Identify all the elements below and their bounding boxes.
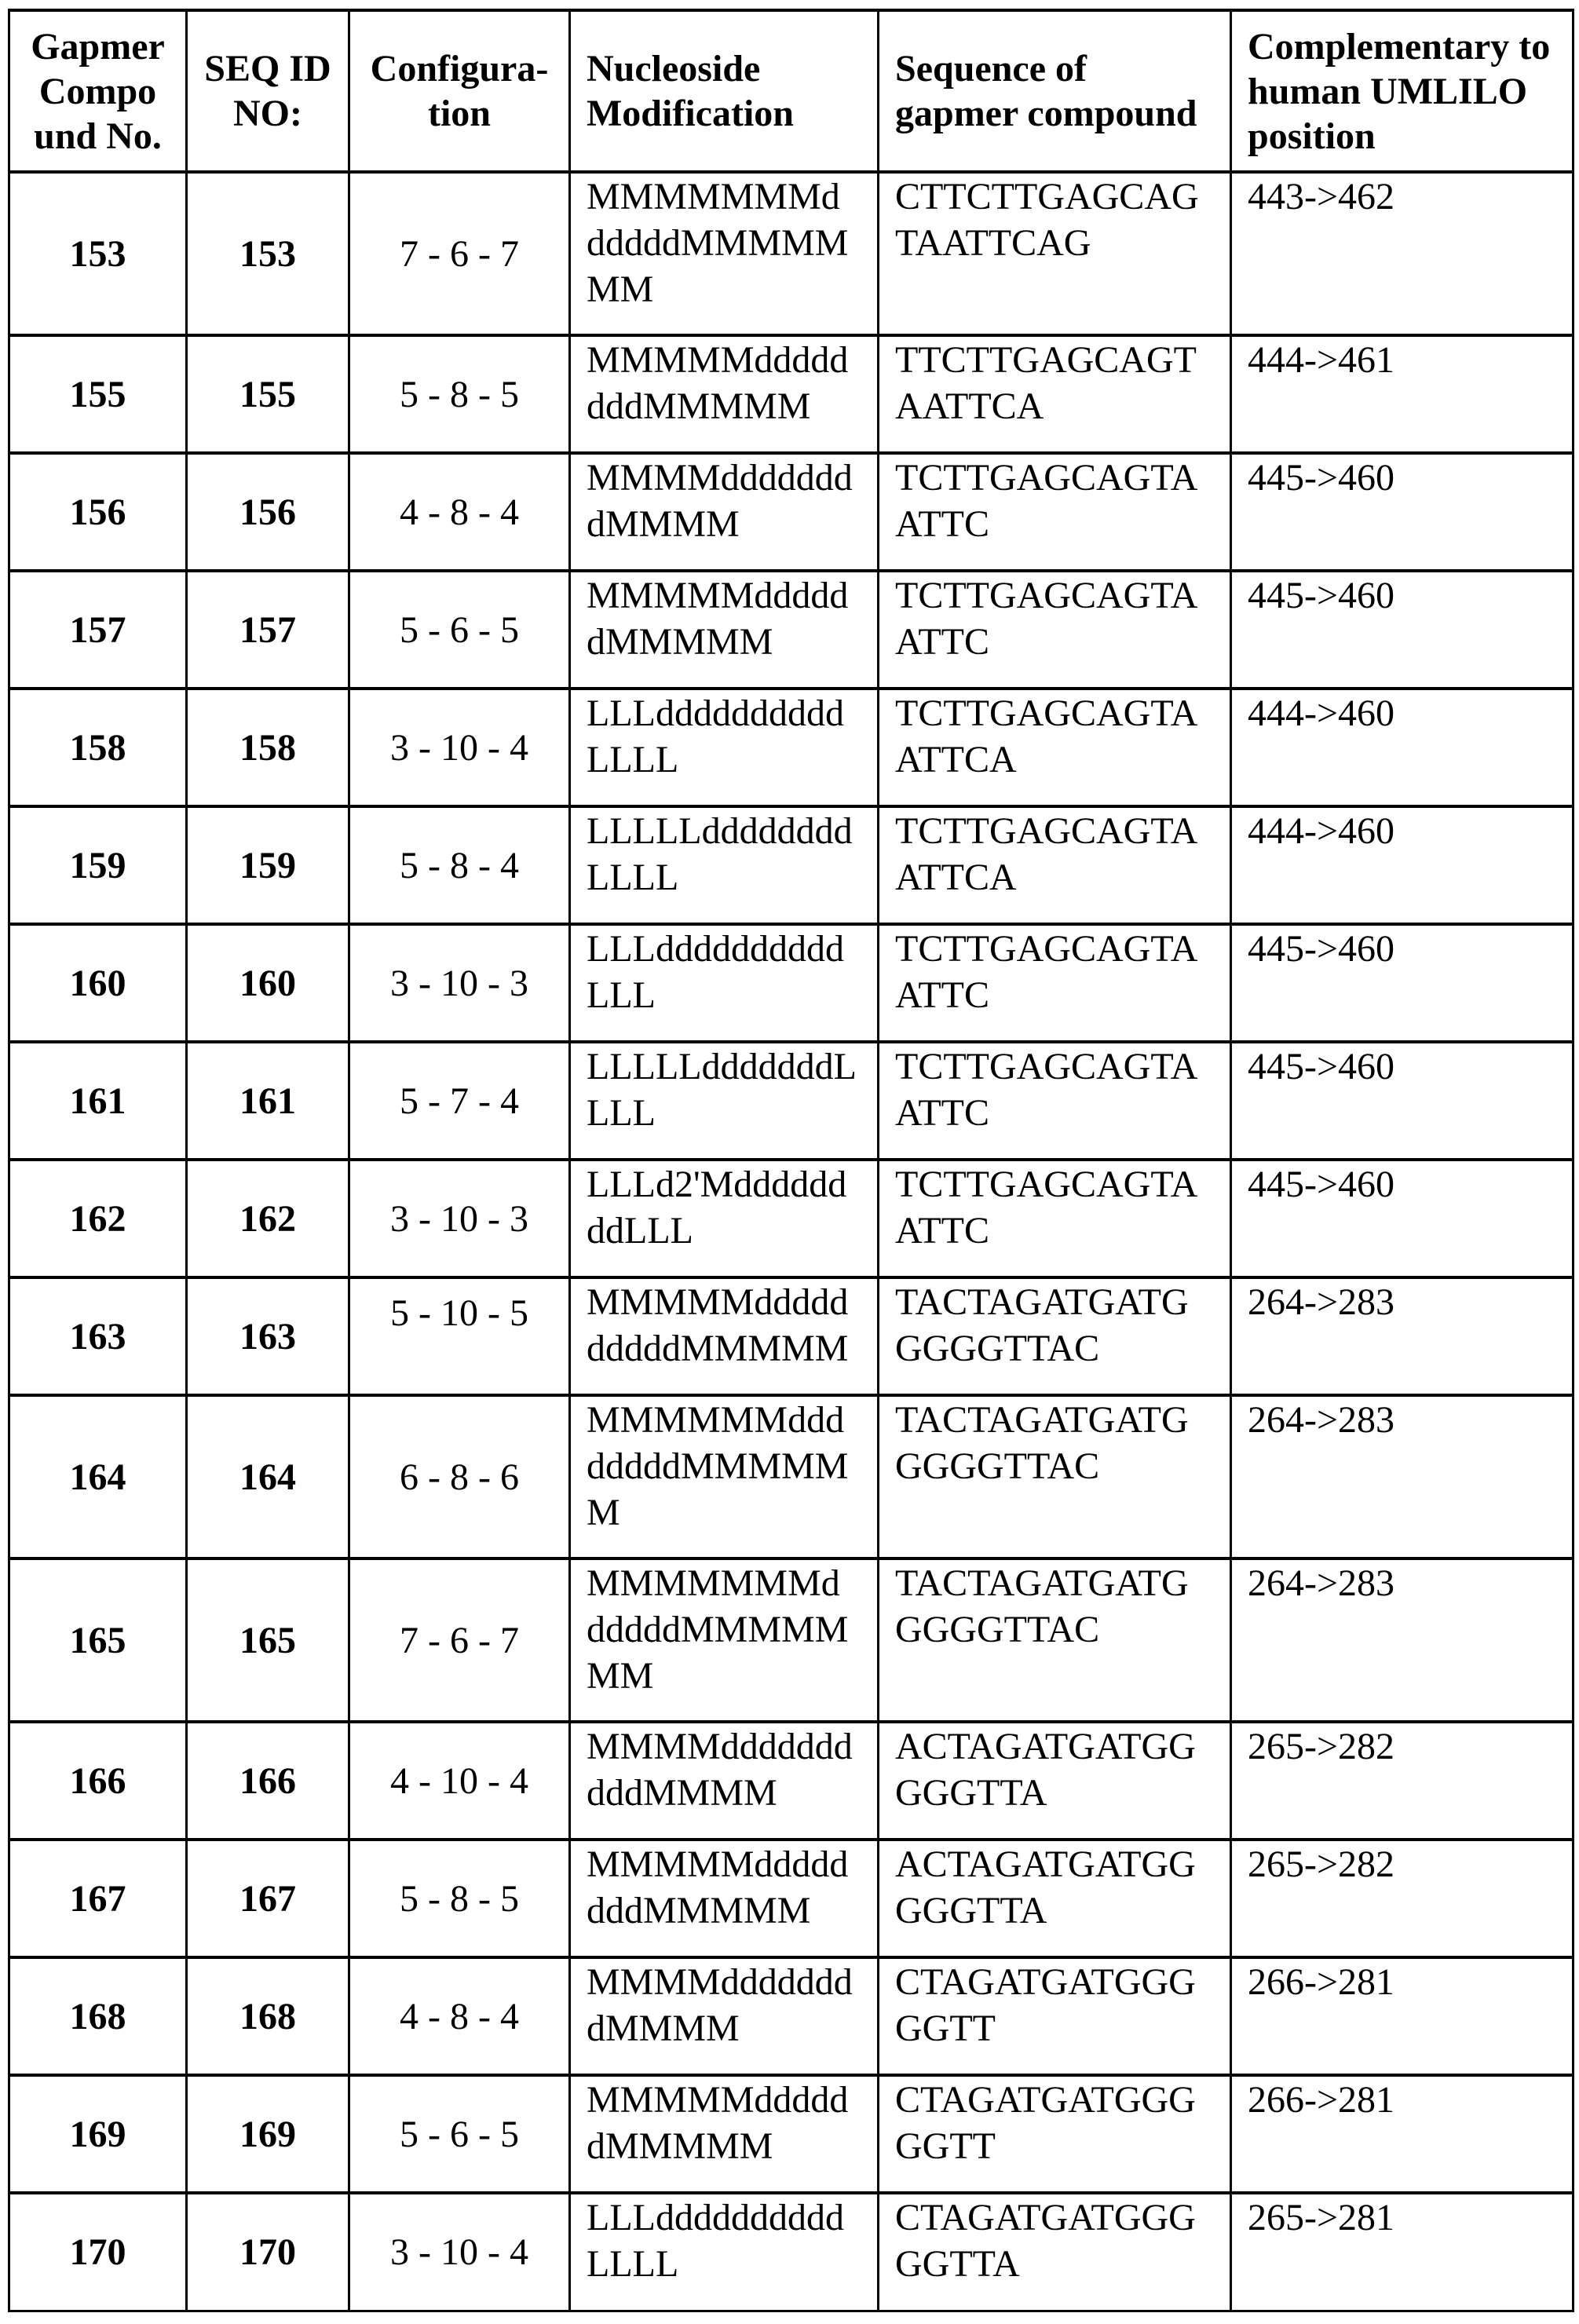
nucleoside-modification: [570, 172, 879, 335]
gapmer-sequence: [879, 335, 1231, 453]
nucleoside-modification-line: dMMMMM: [587, 621, 773, 663]
complementary-position: 443->462: [1231, 172, 1574, 335]
configuration: 5 - 7 - 4: [349, 1042, 570, 1160]
header-nucleoside-modification: Nucleoside Modification: [570, 10, 879, 172]
nucleoside-modification-line: LLLLLdddddddL: [587, 1046, 857, 1087]
nucleoside-modification-line: MMMMMMddd: [587, 1399, 845, 1441]
header-compound-no: Gapmer Compo und No.: [9, 10, 187, 172]
gapmer-sequence: [879, 689, 1231, 806]
table-row: [9, 1558, 1574, 1722]
complementary-position: 445->460: [1231, 571, 1574, 689]
nucleoside-modification: [570, 1558, 879, 1722]
gapmer-sequence-line: GGGTTA: [895, 1772, 1047, 1814]
complementary-position: 445->460: [1231, 453, 1574, 571]
gapmer-sequence-line: ATTC: [895, 974, 989, 1016]
gapmer-sequence-line: ATTC: [895, 503, 989, 545]
nucleoside-modification-line: dddddMMMMM: [587, 1445, 849, 1487]
gapmer-sequence-line: TACTAGATGATG: [895, 1562, 1189, 1604]
complementary-position: 264->283: [1231, 1558, 1574, 1722]
gapmer-sequence-line: ATTC: [895, 1210, 989, 1252]
nucleoside-modification-line: MMMMMddddd: [587, 1281, 849, 1323]
nucleoside-modification: [570, 689, 879, 806]
nucleoside-modification-line: LLLL: [587, 2243, 679, 2285]
gapmer-sequence: [879, 2193, 1231, 2311]
gapmer-sequence-line: GGGGTTAC: [895, 1445, 1100, 1487]
gapmer-sequence-line: ACTAGATGATGG: [895, 1726, 1196, 1767]
configuration: 3 - 10 - 3: [349, 924, 570, 1042]
nucleoside-modification: [570, 335, 879, 453]
nucleoside-modification-line: MMMMddddddd: [587, 457, 853, 499]
header-complementary-position: Complementary to human UMLILO position: [1231, 10, 1574, 172]
compound-number: 157: [9, 571, 187, 689]
table-row: [9, 689, 1574, 806]
gapmer-sequence-line: GGGGTTAC: [895, 1328, 1100, 1369]
seq-id-number: 163: [187, 1277, 349, 1395]
gapmer-sequence: [879, 1722, 1231, 1840]
gapmer-sequence-line: ATTCA: [895, 739, 1017, 780]
gapmer-sequence-line: GGTTA: [895, 2243, 1020, 2285]
configuration: 3 - 10 - 4: [349, 2193, 570, 2311]
complementary-position: 444->461: [1231, 335, 1574, 453]
gapmer-sequence-line: TCTTGAGCAGTA: [895, 457, 1198, 499]
complementary-position: 265->282: [1231, 1722, 1574, 1840]
nucleoside-modification: [570, 924, 879, 1042]
nucleoside-modification-line: LLLLLdddddddd: [587, 810, 853, 852]
nucleoside-modification-line: dMMMM: [587, 2008, 740, 2049]
gapmer-sequence-line: CTTCTTGAGCAG: [895, 176, 1199, 217]
gapmer-sequence-line: TACTAGATGATG: [895, 1399, 1189, 1441]
seq-id-number: 166: [187, 1722, 349, 1840]
table-row: [9, 1160, 1574, 1277]
complementary-position: 266->281: [1231, 1957, 1574, 2075]
nucleoside-modification-line: dddMMMMM: [587, 386, 811, 427]
configuration: 4 - 8 - 4: [349, 1957, 570, 2075]
gapmer-sequence: [879, 1840, 1231, 1957]
configuration: 5 - 8 - 4: [349, 806, 570, 924]
gapmer-sequence-line: TCTTGAGCAGTA: [895, 928, 1198, 970]
nucleoside-modification: [570, 1042, 879, 1160]
nucleoside-modification-line: dddMMMMM: [587, 1890, 811, 1931]
complementary-position: 445->460: [1231, 1160, 1574, 1277]
gapmer-sequence: [879, 453, 1231, 571]
nucleoside-modification-line: dddddMMMMM: [587, 1609, 849, 1650]
nucleoside-modification-line: dddMMMM: [587, 1772, 777, 1814]
header-sequence: Sequence of gapmer compound: [879, 10, 1231, 172]
nucleoside-modification-line: LLL: [587, 974, 656, 1016]
compound-number: 158: [9, 689, 187, 806]
nucleoside-modification-line: MMMMddddddd: [587, 1726, 853, 1767]
seq-id-number: 155: [187, 335, 349, 453]
gapmer-sequence: [879, 1395, 1231, 1558]
table-row: [9, 453, 1574, 571]
compound-number: 156: [9, 453, 187, 571]
compound-number: 163: [9, 1277, 187, 1395]
configuration: 5 - 8 - 5: [349, 1840, 570, 1957]
seq-id-number: 153: [187, 172, 349, 335]
gapmer-sequence-line: GGTT: [895, 2008, 996, 2049]
gapmer-sequence: [879, 1160, 1231, 1277]
table-row: [9, 1840, 1574, 1957]
compound-number: 153: [9, 172, 187, 335]
nucleoside-modification-line: MM: [587, 269, 654, 310]
nucleoside-modification: [570, 1160, 879, 1277]
configuration: 5 - 8 - 5: [349, 335, 570, 453]
seq-id-number: 161: [187, 1042, 349, 1160]
nucleoside-modification-line: LLLL: [587, 739, 679, 780]
complementary-position: 266->281: [1231, 2075, 1574, 2193]
table-row: [9, 172, 1574, 335]
table-row: [9, 1277, 1574, 1395]
header-seq-id: SEQ ID NO:: [187, 10, 349, 172]
seq-id-number: 164: [187, 1395, 349, 1558]
configuration: 5 - 10 - 5: [349, 1277, 570, 1395]
complementary-position: 265->281: [1231, 2193, 1574, 2311]
gapmer-sequence: [879, 571, 1231, 689]
nucleoside-modification: [570, 2193, 879, 2311]
nucleoside-modification-line: dddddMMMMM: [587, 1328, 849, 1369]
table-row: [9, 1395, 1574, 1558]
seq-id-number: 158: [187, 689, 349, 806]
nucleoside-modification: [570, 806, 879, 924]
table-row: [9, 2193, 1574, 2311]
complementary-position: 265->282: [1231, 1840, 1574, 1957]
complementary-position: 445->460: [1231, 1042, 1574, 1160]
seq-id-number: 169: [187, 2075, 349, 2193]
table-row: [9, 924, 1574, 1042]
compound-number: 160: [9, 924, 187, 1042]
nucleoside-modification-line: MMMMddddddd: [587, 1961, 853, 2003]
configuration: 4 - 8 - 4: [349, 453, 570, 571]
gapmer-sequence-line: CTAGATGATGGG: [895, 2079, 1196, 2121]
gapmer-sequence-line: TCTTGAGCAGTA: [895, 575, 1198, 616]
configuration: 3 - 10 - 4: [349, 689, 570, 806]
compound-number: 170: [9, 2193, 187, 2311]
compound-number: 168: [9, 1957, 187, 2075]
gapmer-sequence-line: TCTTGAGCAGTA: [895, 692, 1198, 734]
nucleoside-modification-line: LLLdddddddddd: [587, 692, 844, 734]
seq-id-number: 157: [187, 571, 349, 689]
nucleoside-modification: [570, 2075, 879, 2193]
complementary-position: 445->460: [1231, 924, 1574, 1042]
seq-id-number: 160: [187, 924, 349, 1042]
nucleoside-modification-line: MMMMMddddd: [587, 2079, 849, 2121]
gapmer-sequence-line: TAATTCAG: [895, 222, 1091, 264]
table-row: [9, 2075, 1574, 2193]
table-row: [9, 571, 1574, 689]
gapmer-sequence: [879, 1957, 1231, 2075]
nucleoside-modification-line: MM: [587, 1655, 654, 1697]
nucleoside-modification-line: MMMMMddddd: [587, 1843, 849, 1885]
gapmer-sequence-line: GGGGTTAC: [895, 1609, 1100, 1650]
nucleoside-modification: [570, 1722, 879, 1840]
gapmer-sequence-line: ATTC: [895, 621, 989, 663]
seq-id-number: 156: [187, 453, 349, 571]
gapmer-sequence-line: GGTT: [895, 2125, 996, 2167]
seq-id-number: 167: [187, 1840, 349, 1957]
nucleoside-modification-line: LLLdddddddddd: [587, 2197, 844, 2238]
compound-number: 167: [9, 1840, 187, 1957]
gapmer-sequence: [879, 1042, 1231, 1160]
gapmer-sequence-line: ATTC: [895, 1092, 989, 1134]
nucleoside-modification: [570, 1840, 879, 1957]
nucleoside-modification: [570, 453, 879, 571]
complementary-position: 264->283: [1231, 1395, 1574, 1558]
complementary-position: 444->460: [1231, 806, 1574, 924]
nucleoside-modification-line: dMMMM: [587, 503, 740, 545]
compound-number: 169: [9, 2075, 187, 2193]
gapmer-sequence-line: CTAGATGATGGG: [895, 2197, 1196, 2238]
nucleoside-modification-line: M: [587, 1492, 620, 1533]
configuration: 7 - 6 - 7: [349, 172, 570, 335]
gapmer-sequence-line: CTAGATGATGGG: [895, 1961, 1196, 2003]
table-row: [9, 1957, 1574, 2075]
configuration: 7 - 6 - 7: [349, 1558, 570, 1722]
seq-id-number: 162: [187, 1160, 349, 1277]
gapmer-sequence-line: ACTAGATGATGG: [895, 1843, 1196, 1885]
table-row: [9, 1042, 1574, 1160]
gapmer-sequence: [879, 1558, 1231, 1722]
nucleoside-modification-line: MMMMMddddd: [587, 575, 849, 616]
seq-id-number: 168: [187, 1957, 349, 2075]
nucleoside-modification: [570, 1957, 879, 2075]
nucleoside-modification-line: ddLLL: [587, 1210, 693, 1252]
compound-number: 162: [9, 1160, 187, 1277]
configuration: 5 - 6 - 5: [349, 571, 570, 689]
nucleoside-modification-line: dMMMMM: [587, 2125, 773, 2167]
complementary-position: 264->283: [1231, 1277, 1574, 1395]
configuration: 4 - 10 - 4: [349, 1722, 570, 1840]
nucleoside-modification-line: LLLd2'Mdddddd: [587, 1164, 847, 1205]
nucleoside-modification-line: MMMMMMMd: [587, 176, 840, 217]
compound-number: 155: [9, 335, 187, 453]
nucleoside-modification: [570, 1277, 879, 1395]
table-row: [9, 335, 1574, 453]
gapmer-sequence: [879, 2075, 1231, 2193]
nucleoside-modification-line: dddddMMMMM: [587, 222, 849, 264]
gapmer-sequence: [879, 172, 1231, 335]
gapmer-sequence-line: AATTCA: [895, 386, 1044, 427]
table-row: [9, 1722, 1574, 1840]
gapmer-compound-table: [8, 9, 1574, 2312]
gapmer-sequence-line: TTCTTGAGCAGT: [895, 339, 1197, 381]
gapmer-sequence-line: TCTTGAGCAGTA: [895, 1164, 1198, 1205]
nucleoside-modification-line: LLL: [587, 1092, 656, 1134]
nucleoside-modification-line: LLLdddddddddd: [587, 928, 844, 970]
complementary-position: 444->460: [1231, 689, 1574, 806]
gapmer-sequence-line: TCTTGAGCAGTA: [895, 810, 1198, 852]
compound-number: 166: [9, 1722, 187, 1840]
seq-id-number: 159: [187, 806, 349, 924]
gapmer-sequence: [879, 806, 1231, 924]
nucleoside-modification: [570, 1395, 879, 1558]
gapmer-sequence-line: TCTTGAGCAGTA: [895, 1046, 1198, 1087]
table-body: [9, 172, 1574, 2311]
header-row: [9, 10, 1574, 172]
configuration: 5 - 6 - 5: [349, 2075, 570, 2193]
gapmer-sequence-line: TACTAGATGATG: [895, 1281, 1189, 1323]
configuration: 3 - 10 - 3: [349, 1160, 570, 1277]
gapmer-sequence-line: ATTCA: [895, 857, 1017, 898]
configuration: 6 - 8 - 6: [349, 1395, 570, 1558]
seq-id-number: 165: [187, 1558, 349, 1722]
header-configuration: Configura- tion: [349, 10, 570, 172]
gapmer-sequence-line: GGGTTA: [895, 1890, 1047, 1931]
compound-number: 161: [9, 1042, 187, 1160]
compound-number: 165: [9, 1558, 187, 1722]
gapmer-sequence: [879, 1277, 1231, 1395]
seq-id-number: 170: [187, 2193, 349, 2311]
compound-number: 159: [9, 806, 187, 924]
nucleoside-modification: [570, 571, 879, 689]
nucleoside-modification-line: MMMMMddddd: [587, 339, 849, 381]
table-row: [9, 806, 1574, 924]
gapmer-sequence: [879, 924, 1231, 1042]
nucleoside-modification-line: MMMMMMMd: [587, 1562, 840, 1604]
compound-number: 164: [9, 1395, 187, 1558]
nucleoside-modification-line: LLLL: [587, 857, 679, 898]
